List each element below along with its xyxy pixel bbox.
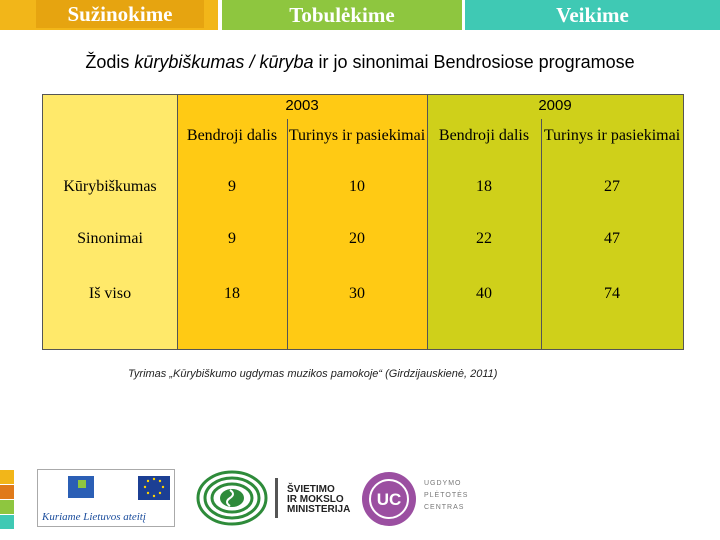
color-strip <box>0 470 14 484</box>
ministry-name: ŠVIETIMO IR MOKSLO MINISTERIJA <box>287 484 351 515</box>
tab-tobulekime[interactable] <box>222 0 462 30</box>
table-cell: 30 <box>349 285 365 302</box>
color-strip <box>0 515 14 529</box>
ministry-bar-icon <box>275 478 285 518</box>
subheader: Turinys ir pasiekimai <box>543 127 681 144</box>
row-label: Sinonimai <box>77 230 143 247</box>
eu-slogan: Kuriame Lietuvos ateitį <box>42 511 146 523</box>
upc-name: UGDYMO PLĖTOTĖS CENTRAS <box>424 480 469 511</box>
tab-veikime[interactable] <box>465 0 720 30</box>
table-cell: 40 <box>476 285 492 302</box>
row-label: Kūrybiškumas <box>63 178 157 195</box>
table-cell: 74 <box>604 285 620 302</box>
color-strip <box>0 485 14 499</box>
year-header-2003: 2003 <box>285 97 319 114</box>
row-label: Iš viso <box>88 285 132 302</box>
table-divider <box>541 119 542 349</box>
source-caption: Tyrimas „Kūrybiškumo ugdymas muzikos pamokoje“ (Girdzijauskienė, 2011) <box>128 368 498 380</box>
table-divider <box>287 119 288 349</box>
tab-suzinokime[interactable] <box>0 0 218 30</box>
tab-label: Veikime <box>556 2 629 27</box>
subheader: Bendroji dalis <box>186 127 278 144</box>
table-divider <box>177 95 178 349</box>
year-header-2009: 2009 <box>538 97 572 114</box>
table-cell: 10 <box>349 178 365 195</box>
table-cell: 27 <box>604 178 620 195</box>
table-divider <box>427 95 428 349</box>
row-label-block <box>43 175 177 349</box>
corner-cell <box>43 95 177 175</box>
subheader: Bendroji dalis <box>438 127 530 144</box>
table-cell: 47 <box>604 230 620 247</box>
upc-logo-icon <box>358 470 420 528</box>
tab-label: Tobulėkime <box>289 2 395 27</box>
eu-funds-logo <box>37 469 175 527</box>
table-cell: 22 <box>476 230 492 247</box>
table-cell: 18 <box>476 178 492 195</box>
data-table <box>42 94 684 350</box>
table-cell: 9 <box>228 230 236 247</box>
table-cell: 20 <box>349 230 365 247</box>
table-cell: 18 <box>224 285 240 302</box>
table-cell: 9 <box>228 178 236 195</box>
eu-funds-icon <box>38 470 174 510</box>
subheader: Turinys ir pasiekimai <box>288 127 426 144</box>
color-strip <box>0 500 14 514</box>
slide-title: Žodis kūrybiškumas / kūryba ir jo sinonimai Bendrosiose programose <box>85 52 635 72</box>
ministry-emblem-icon <box>196 470 268 526</box>
svg-text:UC: UC <box>376 490 402 509</box>
tab-label: Sužinokime <box>67 1 173 26</box>
